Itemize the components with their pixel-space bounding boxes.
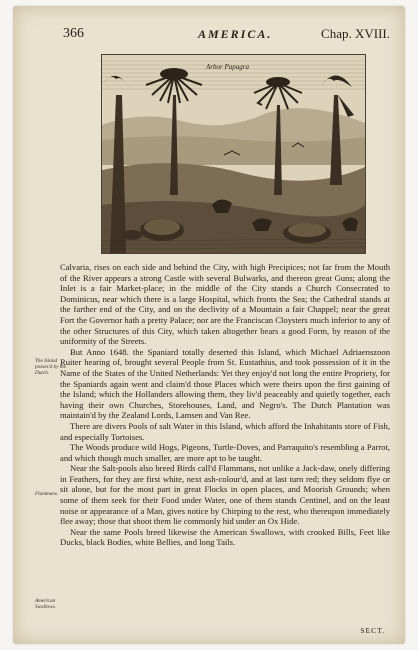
paragraph: Calvaria, rises on each side and behind the City, with high Precipices; not far from the Mouth of the River appears a strong Castle with several Bulwarks, and thereon great Guns; along the Inlet is a fair Market-place; in the middle of the City stands a Church Consecrated to Dominicus, near which there is a large Hospital, which fronts the Sea; the Cathedral stands at the farther end of the City, and on the declivity of a Mountain a fair Chappel; near the great Fort the Governor hath a pretty Palace; nor are the Franciscan Cloysters much inferior to any of the other Structures of this City, which taken altogether bears a good Form, by reason of the uniformity of the Streets. [60,262,390,347]
paragraph: Near the same Pools breed likewise the American Swallows, with crooked Bills, Feet like Ducks, black Bodies, white Bellies, and long Tails. [60,526,390,548]
paragraph: Near the Salt-pools also breed Birds call'd Flammans, not unlike a Jack-daw, onely differing in Feathers, for they are first white, next ash-colour'd, and at last turn red; they seldom flye or sit alone, but for the most part in great Flocks in open places, and Moorish Grounds; when some of them seek for their Food under Water, one of them stands Centinel, and on the least noise or appearance of a Man, gives notice by Chirping to the rest, who thereupon immediately flee away; those that shoot them lie commonly hid under an Ox Hide. [60,463,390,527]
catchword: SECT. [360,626,385,635]
book-page [13,6,405,644]
paragraph: But Anno 1648. the Spaniard totally deserted this Island, which Michael Adriaenszoon Ruiter hearing of, brought several People from St. Eustathius, and took possession of it in the Name of the States of the United Netherlands: Yet they enjoy'd not long the entire Propriety, for the Spaniards again went and claim'd those Places which were theirs upon the first gaining of the Island; which the Hollanders allowing them, they liv'd peaceably and quietly together, each having their own Churches, Storehouses, Land, and Negro's. The Dutch Plantation was maintain'd by the Zealand Lords, Lamsen and Van Ree. [60,346,390,421]
paragraph: There are divers Pools of salt Water in this Island, which afford the Inhabitants store of Fish, and especially Tortoises. [60,420,390,442]
body-text [60,262,390,548]
page-header [13,26,405,46]
page-number: 366 [63,26,84,41]
paragraph: The Woods produce wild Hogs, Pigeons, Turtle-Doves, and Parraquito's resembling a Parrot, and which though much smaller, are more apt to be taught. [60,442,390,463]
running-head: AMERICA. [198,27,273,41]
engraving-illustration [101,54,366,254]
chapter-heading: Chap. XVIII. [321,26,390,41]
marginal-note: Flammans. [35,491,59,497]
engraving-caption: Arbor Papagra [206,63,249,71]
marginal-note: The Island posses'd by the Dutch. [35,358,67,376]
marginal-note: American Swallows. [35,598,56,610]
